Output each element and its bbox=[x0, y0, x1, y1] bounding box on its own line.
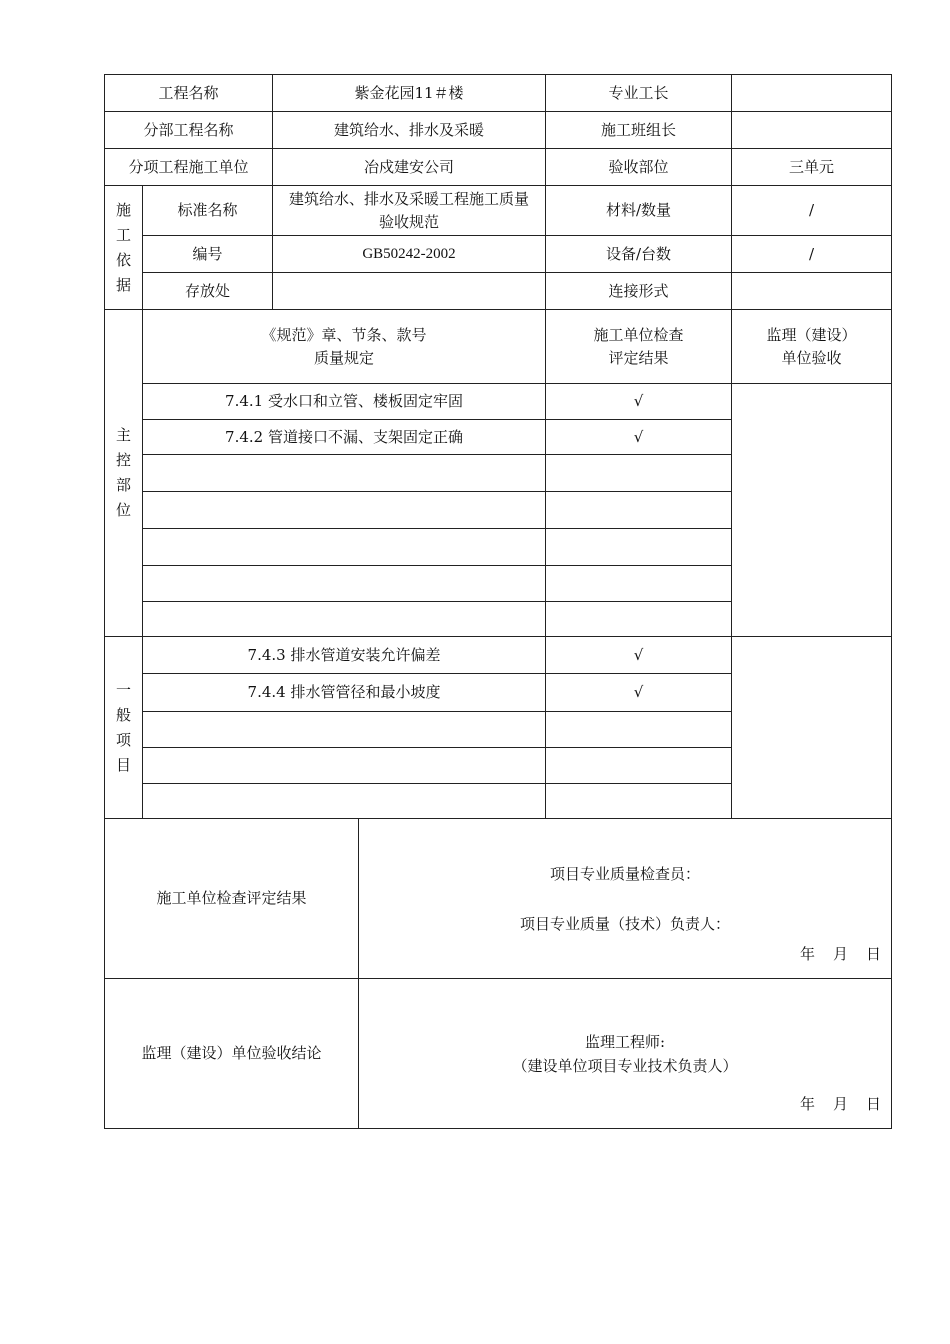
equipment-value[interactable]: / bbox=[732, 236, 892, 273]
check-header-line2: 评定结果 bbox=[608, 348, 669, 367]
general-supervision-cell[interactable] bbox=[732, 637, 892, 819]
check-header-line1: 施工单位检查 bbox=[593, 325, 684, 344]
general-result-cell[interactable]: √ bbox=[546, 637, 732, 674]
basis-group-text: 施工依据 bbox=[116, 200, 132, 294]
foreman-label: 专业工长 bbox=[546, 75, 732, 112]
general-clause-cell[interactable] bbox=[143, 712, 546, 748]
supervision-header-line2: 单位验收 bbox=[781, 348, 842, 367]
main-clause-cell[interactable] bbox=[143, 602, 546, 637]
supervision-result-date bbox=[782, 1093, 881, 1116]
main-result-cell[interactable] bbox=[546, 455, 732, 492]
date-day: 日 bbox=[866, 1095, 882, 1113]
general-result-cell[interactable] bbox=[546, 748, 732, 784]
main-control-group-label bbox=[105, 310, 143, 637]
clause-column-header bbox=[143, 310, 546, 384]
project-name-label: 工程名称 bbox=[105, 75, 273, 112]
clause-header-line2: 质量规定 bbox=[314, 348, 375, 367]
storage-label: 存放处 bbox=[143, 273, 273, 310]
main-clause-cell[interactable] bbox=[143, 492, 546, 529]
owner-tech-lead-label: （建设单位项目专业技术负责人） bbox=[512, 1056, 738, 1075]
team-leader-label: 施工班组长 bbox=[546, 112, 732, 149]
quality-inspector-label: 项目专业质量检查员： bbox=[550, 864, 701, 883]
supervision-column-header bbox=[732, 310, 892, 384]
storage-value[interactable] bbox=[273, 273, 546, 310]
acceptance-part-label: 验收部位 bbox=[546, 149, 732, 186]
date-year: 年 bbox=[799, 945, 815, 963]
check-column-header bbox=[546, 310, 732, 384]
date-month: 月 bbox=[832, 945, 848, 963]
code-value[interactable]: GB50242-2002 bbox=[273, 236, 546, 273]
construction-result-date bbox=[782, 943, 881, 966]
main-supervision-cell[interactable] bbox=[732, 384, 892, 637]
material-value[interactable]: / bbox=[732, 186, 892, 236]
main-result-cell[interactable]: √ bbox=[546, 420, 732, 455]
team-leader-value[interactable] bbox=[732, 112, 892, 149]
date-year: 年 bbox=[799, 1095, 815, 1113]
basis-group-label bbox=[105, 186, 143, 310]
foreman-value[interactable] bbox=[732, 75, 892, 112]
project-name-value[interactable]: 紫金花园11＃楼 bbox=[273, 75, 546, 112]
sub-project-label: 分部工程名称 bbox=[105, 112, 273, 149]
supervision-result-label: 监理（建设）单位验收结论 bbox=[105, 979, 359, 1129]
acceptance-part-value[interactable]: 三单元 bbox=[732, 149, 892, 186]
quality-tech-lead-label: 项目专业质量（技术）负责人： bbox=[520, 914, 731, 933]
general-clause-cell[interactable]: 7.4.3 排水管道安装允许偏差 bbox=[143, 637, 546, 674]
construction-result-signature-area[interactable] bbox=[359, 819, 892, 979]
main-control-group-text: 主控部位 bbox=[116, 426, 132, 519]
main-result-cell[interactable] bbox=[546, 602, 732, 637]
main-result-cell[interactable] bbox=[546, 529, 732, 566]
construction-result-label: 施工单位检查评定结果 bbox=[105, 819, 359, 979]
clause-header-line1: 《规范》章、节条、款号 bbox=[261, 325, 427, 344]
main-clause-cell[interactable]: 7.4.1 受水口和立管、楼板固定牢固 bbox=[143, 384, 546, 420]
main-clause-cell[interactable] bbox=[143, 529, 546, 566]
main-result-cell[interactable] bbox=[546, 566, 732, 602]
sub-project-value[interactable]: 建筑给水、排水及采暖 bbox=[273, 112, 546, 149]
supervision-header-line1: 监理（建设） bbox=[766, 325, 857, 344]
standard-name-label: 标准名称 bbox=[143, 186, 273, 236]
acceptance-form-table bbox=[104, 74, 892, 1129]
connection-value[interactable] bbox=[732, 273, 892, 310]
main-clause-cell[interactable] bbox=[143, 455, 546, 492]
general-group-label bbox=[105, 637, 143, 819]
general-result-cell[interactable] bbox=[546, 784, 732, 819]
general-result-cell[interactable] bbox=[546, 712, 732, 748]
general-clause-cell[interactable] bbox=[143, 748, 546, 784]
connection-label: 连接形式 bbox=[546, 273, 732, 310]
general-clause-cell[interactable] bbox=[143, 784, 546, 819]
general-clause-cell[interactable]: 7.4.4 排水管管径和最小坡度 bbox=[143, 674, 546, 712]
construction-unit-value[interactable]: 冶戍建安公司 bbox=[273, 149, 546, 186]
main-result-cell[interactable]: √ bbox=[546, 384, 732, 420]
general-group-text: 一般项目 bbox=[116, 680, 132, 774]
equipment-label: 设备/台数 bbox=[546, 236, 732, 273]
main-result-cell[interactable] bbox=[546, 492, 732, 529]
general-result-cell[interactable]: √ bbox=[546, 674, 732, 712]
standard-name-value[interactable]: 建筑给水、排水及采暖工程施工质量验收规范 bbox=[273, 186, 546, 236]
supervision-engineer-label: 监理工程师: bbox=[584, 1032, 666, 1051]
date-day: 日 bbox=[866, 945, 882, 963]
main-clause-cell[interactable]: 7.4.2 管道接口不漏、支架固定正确 bbox=[143, 420, 546, 455]
supervision-result-signature-area[interactable] bbox=[359, 979, 892, 1129]
material-label: 材料/数量 bbox=[546, 186, 732, 236]
construction-unit-label: 分项工程施工单位 bbox=[105, 149, 273, 186]
date-month: 月 bbox=[832, 1095, 848, 1113]
main-clause-cell[interactable] bbox=[143, 566, 546, 602]
code-label: 编号 bbox=[143, 236, 273, 273]
